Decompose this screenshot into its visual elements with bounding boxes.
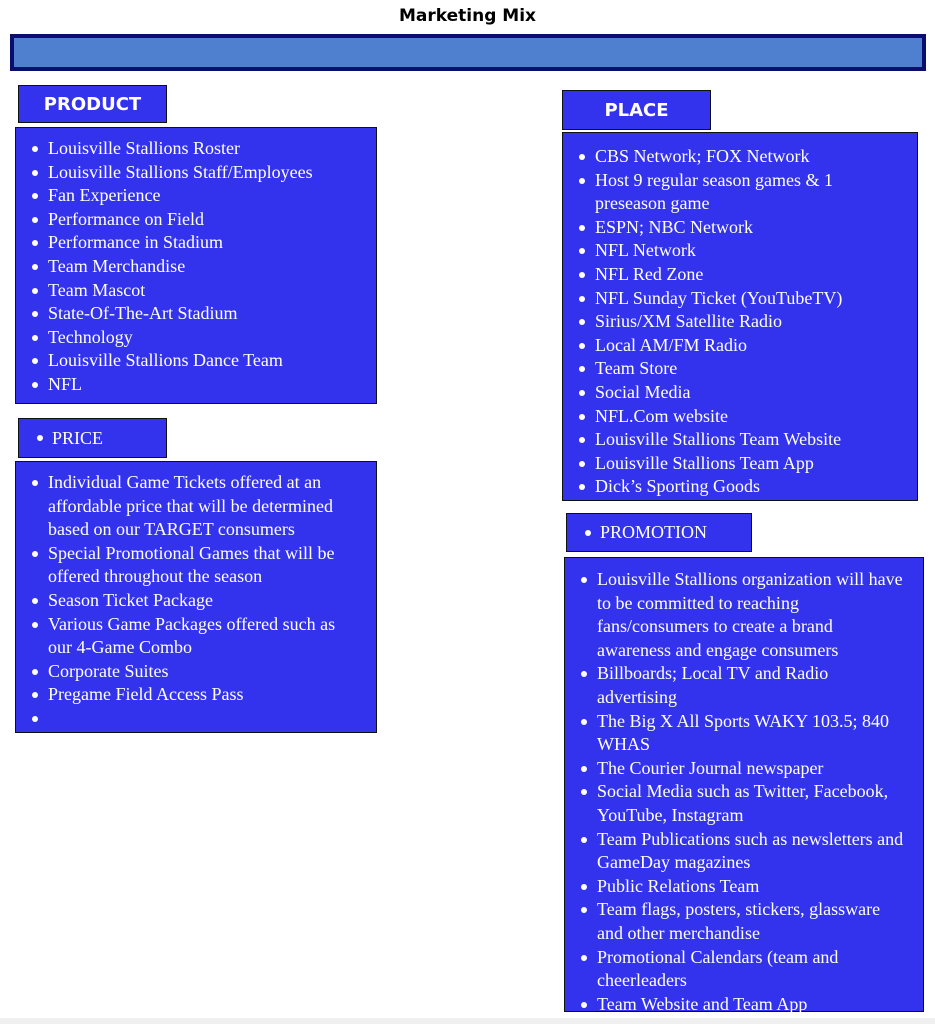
list-item-text: Louisville Stallions Dance Team: [48, 350, 283, 371]
diagram-title: Marketing Mix: [398, 6, 536, 26]
list-item: [16, 471, 368, 542]
promotion-label-box: [566, 513, 752, 552]
list-item-text: Team Store: [595, 358, 678, 379]
list-item-text: The Big X All Sports WAKY 103.5; 840 WHAS: [597, 710, 890, 755]
list-item-text: The Courier Journal newspaper: [597, 757, 824, 778]
list-item: [565, 662, 917, 709]
list-item: [16, 683, 368, 707]
list-item-text: Team Merchandise: [48, 255, 186, 276]
list-item: [16, 279, 366, 303]
list-item: [563, 239, 911, 263]
list-item: [563, 287, 911, 311]
list-item: [16, 326, 366, 350]
list-item-text: Special Promotional Games that will be offered throughout the season: [48, 542, 335, 587]
list-item: [16, 349, 366, 373]
list-item: [565, 710, 917, 757]
list-item: [563, 263, 911, 287]
list-item-text: Various Game Packages offered such as our 4-Game Combo: [48, 613, 336, 658]
list-item-text: Host 9 regular season games & 1 preseason game: [595, 169, 833, 214]
list-item: [16, 613, 368, 660]
list-item: [565, 898, 917, 945]
list-item: [563, 357, 911, 381]
list-item: [16, 137, 366, 161]
list-item-text: State-Of-The-Art Stadium: [48, 303, 238, 324]
list-item-text: CBS Network; FOX Network: [595, 146, 810, 166]
list-item-text: NFL Network: [595, 240, 696, 261]
list-item-text: NFL Red Zone: [595, 263, 704, 284]
list-item: [563, 334, 911, 358]
list-item: [16, 589, 368, 613]
list-item-text: Team Publications such as newsletters and GameDay magazines: [597, 828, 904, 873]
list-item-text: NFL.Com website: [595, 405, 728, 426]
list-item: [565, 757, 917, 781]
list-item: [565, 993, 917, 1017]
list-item: [565, 780, 917, 827]
price-label-box: [18, 418, 167, 458]
list-item-text: Performance on Field: [48, 208, 204, 229]
list-item: [16, 542, 368, 589]
page-bottom-strip: [0, 1018, 935, 1024]
list-item: [16, 302, 366, 326]
list-item: [565, 946, 917, 993]
list-item: [16, 231, 366, 255]
list-item: [16, 184, 366, 208]
list-item-text: Louisville Stallions organization will have to be committed to reaching fans/consumers to create a brand awareness and engage consumers: [597, 569, 903, 660]
list-item-text: Local AM/FM Radio: [595, 334, 747, 355]
list-item-text: Louisville Stallions Staff/Employees: [48, 161, 313, 182]
list-item: [565, 875, 917, 899]
price-list-box: [15, 461, 377, 733]
list-item-text: Promotional Calendars (team and cheerleaders: [597, 946, 839, 991]
list-item-text: Technology: [48, 326, 133, 347]
place-list: [563, 145, 911, 499]
list-item: [563, 405, 911, 429]
list-item: [16, 255, 366, 279]
list-item-text: Social Media such as Twitter, Facebook, YouTube, Instagram: [597, 781, 889, 825]
list-item: [16, 660, 368, 684]
list-item-text: Social Media: [595, 381, 691, 402]
list-item: [563, 381, 911, 405]
list-item: [565, 568, 917, 662]
list-item-text: Team flags, posters, stickers, glassware and other merchandise: [597, 899, 881, 943]
place-label-box: [562, 90, 711, 130]
list-item-text: Season Ticket Package: [48, 589, 213, 610]
product-list: [16, 137, 366, 397]
list-item: [563, 145, 911, 169]
list-item-text: Louisville Stallions Roster: [48, 138, 240, 158]
list-item-text: Public Relations Team: [597, 875, 760, 896]
list-item: [563, 169, 911, 216]
list-item-text: Individual Game Tickets offered at an affordable price that will be determined based on our TARGET consumers: [48, 472, 334, 540]
list-item-text: Louisville Stallions Team Website: [595, 429, 842, 450]
list-item: [16, 208, 366, 232]
title-banner: [10, 34, 926, 71]
product-list-box: [15, 127, 377, 404]
list-item: [16, 707, 368, 731]
list-item-text: Corporate Suites: [48, 660, 169, 681]
product-label-box: [18, 85, 167, 123]
price-label: PRICE: [52, 427, 104, 448]
list-item-text: Team Website and Team App: [597, 993, 808, 1014]
place-list-box: [562, 132, 918, 501]
list-item-text: Pregame Field Access Pass: [48, 684, 244, 705]
list-item: [565, 828, 917, 875]
list-item: [563, 428, 911, 452]
promotion-list-box: [564, 557, 924, 1012]
list-item: [563, 475, 911, 499]
list-item: [563, 452, 911, 476]
list-item-text: Performance in Stadium: [48, 232, 223, 253]
list-item: [563, 216, 911, 240]
list-item-text: Louisville Stallions Team App: [595, 452, 814, 473]
list-item-text: Billboards; Local TV and Radio advertising: [597, 663, 829, 707]
list-item-text: NFL Sunday Ticket (YouTubeTV): [595, 287, 843, 308]
list-item-text: ESPN; NBC Network: [595, 216, 754, 237]
list-item-text: Fan Experience: [48, 185, 161, 206]
list-item: [16, 373, 366, 397]
bullet-icon: [585, 530, 591, 536]
promotion-label: PROMOTION: [600, 522, 708, 542]
price-list: [16, 471, 368, 731]
list-item-text: Sirius/XM Satellite Radio: [595, 311, 782, 332]
product-label: PRODUCT: [43, 93, 142, 115]
place-label: PLACE: [604, 99, 669, 121]
bullet-icon: [37, 435, 43, 441]
list-item-text: Team Mascot: [48, 279, 146, 300]
list-item: [563, 310, 911, 334]
promotion-list: [565, 568, 917, 1016]
list-item-text: Dick’s Sporting Goods: [595, 476, 761, 497]
list-item-text: NFL: [48, 373, 83, 394]
list-item: [16, 161, 366, 185]
